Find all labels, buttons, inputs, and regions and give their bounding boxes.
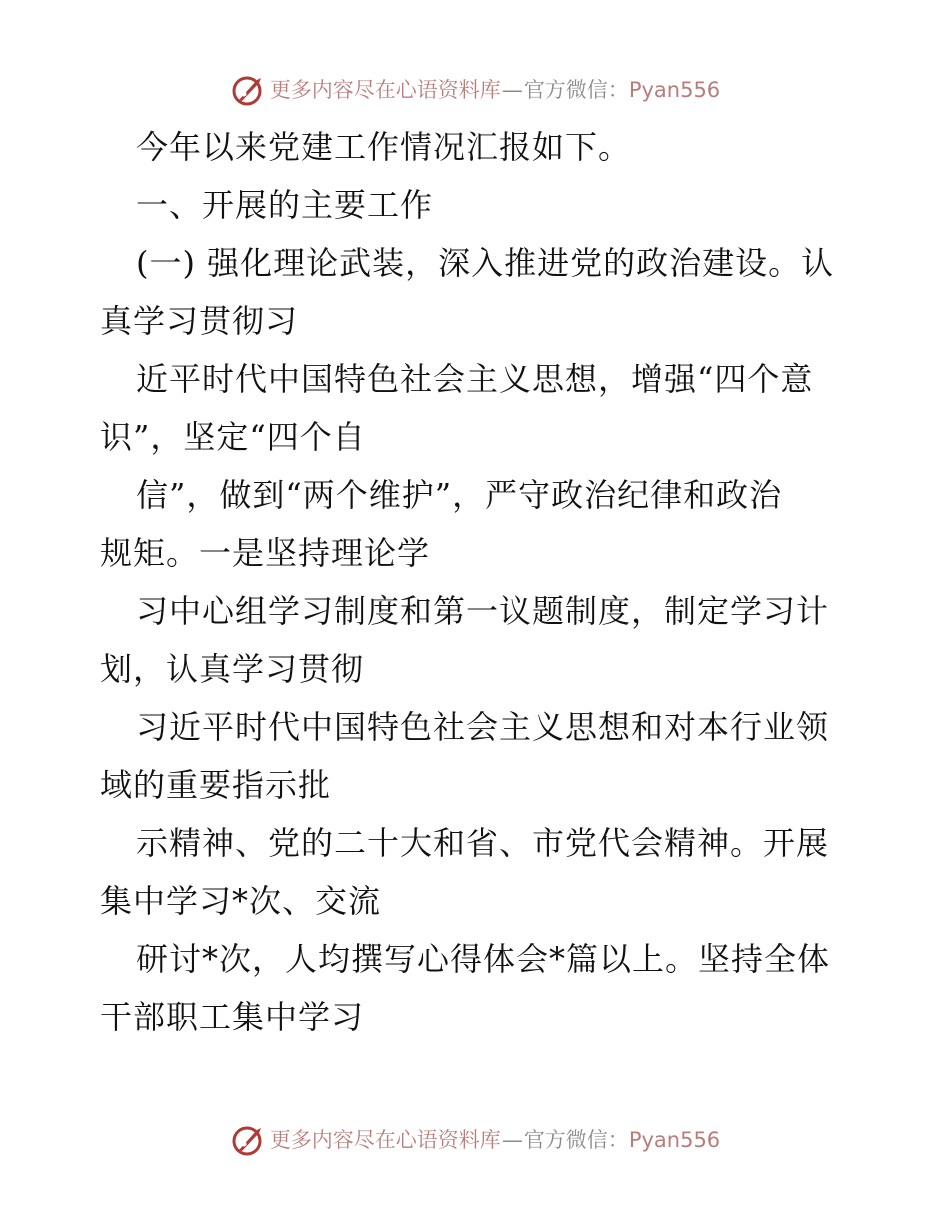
watermark-separator: — [501, 77, 523, 102]
watermark-brand: 更多内容尽在心语资料库 [269, 1127, 501, 1152]
body-line: 习中心组学习制度和第一议题制度，制定学习计 [136, 592, 830, 630]
body-line: 示精神、党的二十大和省、市党代会精神。开展 [136, 824, 830, 862]
watermark-footer [0, 1120, 950, 1160]
watermark-label: 官方微信： [523, 77, 629, 102]
watermark-header [0, 70, 950, 110]
section-heading: 一、开展的主要工作 [136, 186, 434, 224]
body-line: 识”，坚定“四个自 [100, 418, 366, 456]
body-line: 近平时代中国特色社会主义思想，增强“四个意 [136, 360, 814, 398]
document-body [100, 118, 860, 1046]
subsection-heading: (一) 强化理论武装，深入推进党的政治建设。认 [136, 244, 835, 282]
body-line: 划，认真学习贯彻 [100, 650, 365, 688]
watermark-account: Pyan556 [628, 77, 721, 102]
quill-pen-logo-icon [230, 1122, 266, 1158]
body-line: 今年以来党建工作情况汇报如下。 [136, 128, 632, 166]
body-line: 真学习贯彻习 [100, 302, 299, 340]
body-line: 域的重要指示批 [100, 766, 332, 804]
body-line: 信”，做到“两个维护”，严守政治纪律和政治 [136, 476, 783, 514]
body-line: 研讨*次，人均撰写心得体会*篇以上。坚持全体 [136, 940, 831, 978]
watermark-account: Pyan556 [628, 1127, 721, 1152]
watermark-brand: 更多内容尽在心语资料库 [269, 77, 501, 102]
body-line: 规矩。一是坚持理论学 [100, 534, 431, 572]
watermark-label: 官方微信： [523, 1127, 629, 1152]
watermark-separator: — [501, 1127, 523, 1152]
body-line: 干部职工集中学习 [100, 998, 365, 1036]
body-line: 习近平时代中国特色社会主义思想和对本行业领 [136, 708, 830, 746]
body-line: 集中学习*次、交流 [100, 882, 382, 920]
quill-pen-logo-icon [230, 72, 266, 108]
